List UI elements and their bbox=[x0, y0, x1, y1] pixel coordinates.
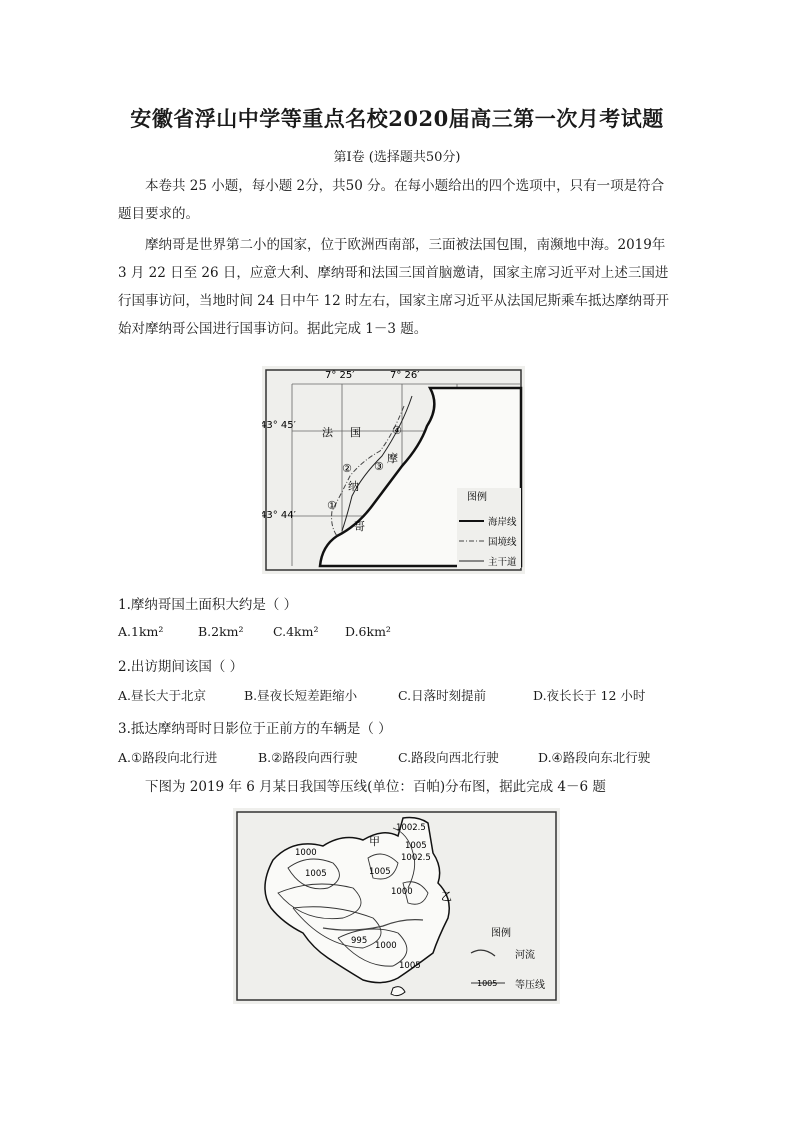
legend-border: 国境线 bbox=[488, 537, 517, 548]
label-france-1: 法 bbox=[322, 426, 333, 439]
label-monaco-1: 摩 bbox=[387, 452, 398, 465]
lat-label-2: 43° 44′ bbox=[262, 510, 296, 521]
q2-option-c[interactable]: C.日落时刻提前 bbox=[398, 688, 487, 703]
label-france-2: 国 bbox=[350, 426, 361, 439]
isobar-label-6: 1000 bbox=[391, 887, 413, 897]
legend-title: 图例 bbox=[467, 492, 487, 503]
monaco-map bbox=[262, 366, 525, 574]
q3-option-c[interactable]: C.路段向西北行驶 bbox=[398, 750, 499, 765]
q1-option-a[interactable]: A.1km² bbox=[118, 624, 164, 639]
passage-monaco: 摩纳哥是世界第二小的国家，位于欧洲西南部，三面被法国包围，南濒地中海。2019年 3 月 22 日至 26 日，应意大利、摩纳哥和法国三国首脑邀请，国家主席习近平对上述三国进行国事访问，当地时间 24 日中午 12 时左右，国家主席习近平从法国尼斯乘车抵达摩纳哥开始对摩纳哥公国进行国事访问。据此完成 1－3 题。 bbox=[118, 237, 670, 337]
question-3-options bbox=[118, 748, 678, 766]
isobar-label-2: 1002.5 bbox=[401, 853, 431, 863]
isobar-label-7: 1000 bbox=[295, 848, 317, 858]
lon-label-1: 7° 25′ bbox=[325, 370, 355, 381]
q1-option-c[interactable]: C.4km² bbox=[273, 624, 319, 639]
legend-river: 河流 bbox=[515, 950, 535, 961]
passage-isobar: 下图为 2019 年 6 月某日我国等压线(单位：百帕)分布图，据此完成 4－6 题 bbox=[145, 779, 606, 795]
marker-1: ① bbox=[327, 499, 337, 512]
legend-coast: 海岸线 bbox=[488, 517, 517, 528]
legend-isobar: 等压线 bbox=[515, 980, 545, 991]
legend-road: 主干道 bbox=[488, 557, 517, 568]
q1-option-d[interactable]: D.6km² bbox=[345, 624, 391, 639]
instructions: 本卷共 25 小题，每小题 2分，共50 分。在每小题给出的四个选项中，只有一项是符合题目要求的。 bbox=[118, 178, 665, 222]
isobar-label-1: 1002.5 bbox=[396, 823, 426, 833]
question-2-options bbox=[118, 686, 678, 704]
q1-option-b[interactable]: B.2km² bbox=[198, 624, 244, 639]
isobar-label-8: 995 bbox=[351, 936, 368, 946]
page-title: 安徽省浮山中学等重点名校2020届高三第一次月考试题 bbox=[130, 106, 664, 131]
isobar-label-4: 1005 bbox=[305, 869, 327, 879]
marker-4: ④ bbox=[392, 424, 402, 437]
question-1: 1.摩纳哥国土面积大约是（ ） bbox=[118, 597, 298, 613]
place-jia: 甲 bbox=[369, 835, 380, 848]
legend-isobar-value: 1005 bbox=[477, 979, 498, 988]
marker-2: ② bbox=[342, 462, 352, 475]
isobar-map bbox=[233, 808, 560, 1004]
label-monaco-3: 哥 bbox=[354, 520, 365, 533]
lon-label-2: 7° 26′ bbox=[390, 370, 420, 381]
lat-label-1: 43° 45′ bbox=[262, 420, 296, 431]
label-monaco-2: 纳 bbox=[348, 480, 359, 493]
q3-option-d[interactable]: D.④路段向东北行驶 bbox=[538, 750, 651, 765]
section-heading: 第Ⅰ卷 (选择题共50分) bbox=[333, 150, 461, 165]
q3-option-b[interactable]: B.②路段向西行驶 bbox=[258, 750, 358, 765]
q3-option-a[interactable]: A.①路段向北行进 bbox=[118, 750, 218, 765]
isobar-label-10: 1005 bbox=[399, 961, 421, 971]
isobar-label-3: 1005 bbox=[405, 841, 427, 851]
isobar-label-9: 1000 bbox=[375, 941, 397, 951]
marker-3: ③ bbox=[374, 460, 384, 473]
isobar-label-5: 1005 bbox=[369, 867, 391, 877]
q2-option-a[interactable]: A.昼长大于北京 bbox=[118, 688, 207, 703]
question-3: 3.抵达摩纳哥时日影位于正前方的车辆是（ ） bbox=[118, 721, 392, 737]
legend-title: 图例 bbox=[491, 928, 511, 939]
island bbox=[391, 987, 405, 996]
q2-option-b[interactable]: B.昼夜长短差距缩小 bbox=[244, 688, 358, 703]
question-1-options bbox=[118, 624, 678, 639]
q2-option-d[interactable]: D.夜长长于 12 小时 bbox=[533, 688, 646, 703]
place-yi: 乙 bbox=[441, 890, 452, 903]
question-2: 2.出访期间该国（ ） bbox=[118, 659, 244, 675]
